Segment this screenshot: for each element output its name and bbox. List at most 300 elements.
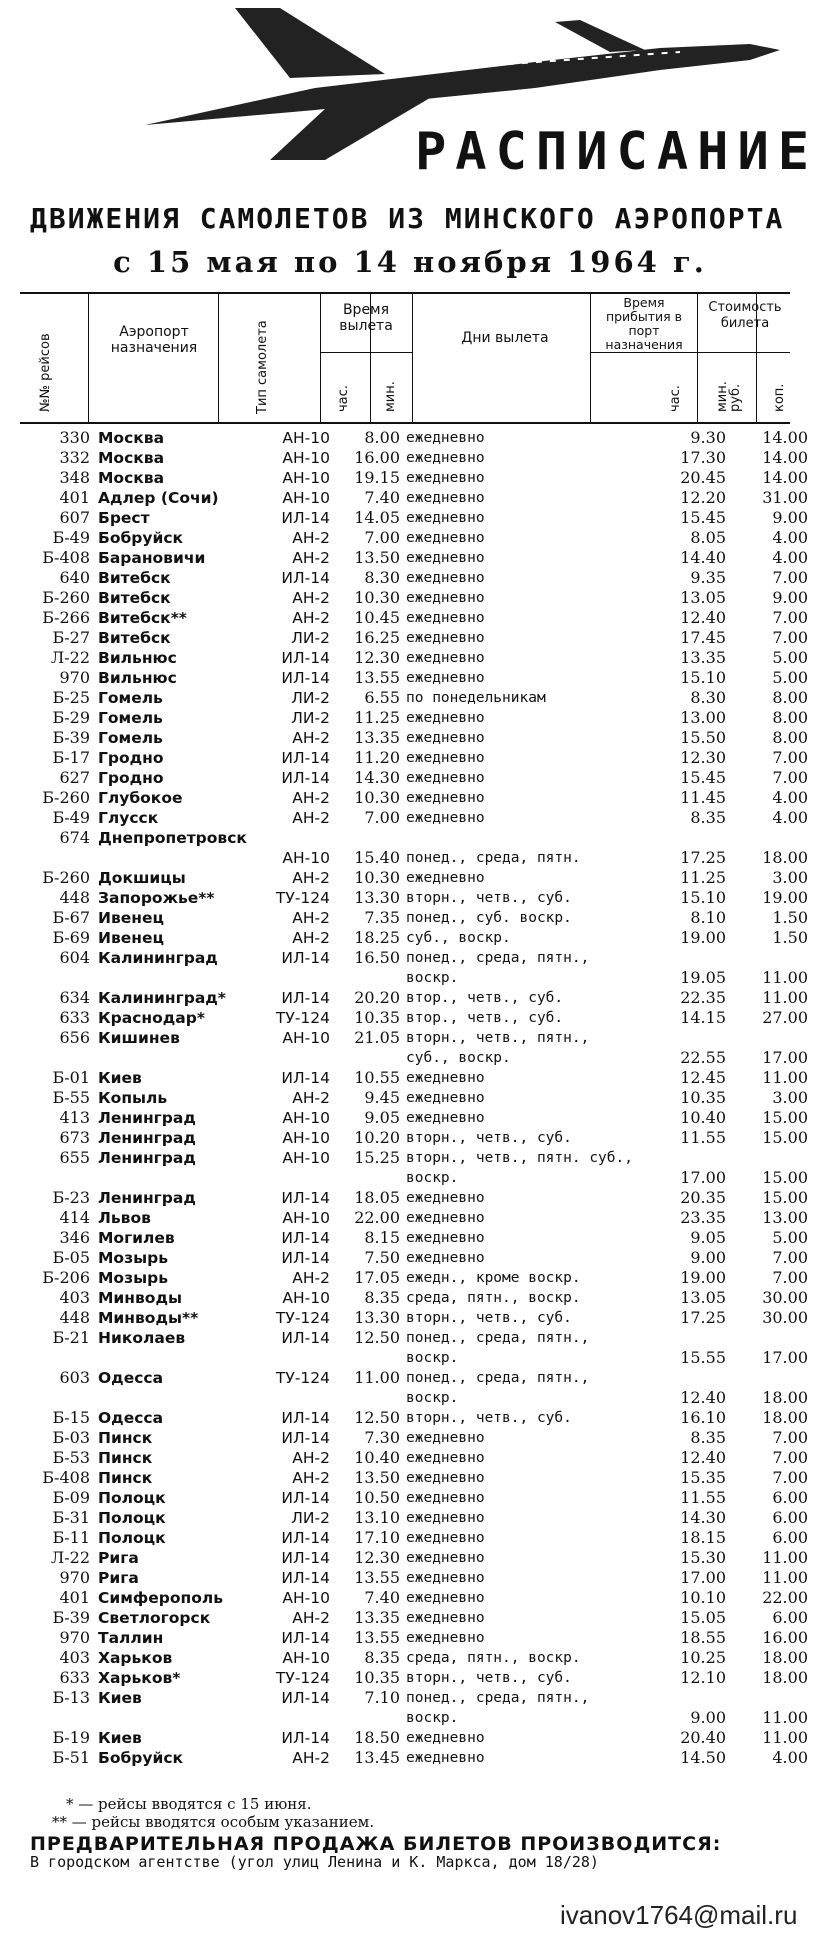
cell-dep: 7.50 [364,1248,400,1267]
table-row [20,1708,808,1728]
table-row [20,1108,808,1128]
cell-days: ежедневно [406,1230,485,1246]
cell-days: ежедневно [406,1250,485,1266]
table-row [20,1628,808,1648]
cell-arr: 17.00 [680,1168,726,1187]
table-row [20,1608,808,1628]
cell-price: 3.00 [772,1088,808,1107]
cell-days: ежедневно [406,630,485,646]
cell-city: Кишинев [98,1029,180,1047]
page-subtitle: ДВИЖЕНИЯ САМОЛЕТОВ ИЗ МИНСКОГО АЭРОПОРТА [30,202,785,235]
cell-no: Б-05 [52,1248,90,1267]
table-row [20,448,808,468]
cell-price: 6.00 [772,1488,808,1507]
table-row [20,1128,808,1148]
cell-type: АН-2 [292,549,330,567]
table-row [20,488,808,508]
cell-city: Гомель [98,709,163,727]
table-row [20,828,790,848]
cell-dep: 14.05 [354,508,400,527]
cell-city: Полоцк [98,1509,166,1527]
cell-price: 5.00 [772,1228,808,1247]
cell-type: ТУ-124 [275,1009,330,1027]
cell-dep: 11.20 [354,748,400,767]
cell-type: ИЛ-14 [281,649,330,667]
cell-price: 7.00 [772,1428,808,1447]
cell-no: Б-53 [52,1448,90,1467]
cell-arr: 20.40 [680,1728,726,1747]
cell-no: 627 [59,768,90,787]
header-destination: Аэропорт назначения [110,324,198,356]
table-row [20,1528,808,1548]
cell-arr: 16.10 [680,1408,726,1427]
cell-type: АН-10 [282,429,330,447]
cell-days: ежедневно [406,790,485,806]
cell-dep: 8.35 [364,1648,400,1667]
cell-type: ЛИ-2 [291,629,330,647]
cell-no: Б-266 [42,608,90,627]
cell-type: ИЛ-14 [281,1189,330,1207]
cell-arr: 12.40 [680,1448,726,1467]
cell-city: Светлогорск [98,1609,211,1627]
table-row [20,1408,808,1428]
cell-days: ежедневно [406,810,485,826]
cell-days: вторн., четв., суб. [406,890,572,906]
cell-city: Калининград [98,949,218,967]
cell-arr: 15.30 [680,1548,726,1567]
cell-arr: 10.10 [680,1588,726,1607]
cell-no: 673 [59,1128,90,1147]
table-row [20,1008,808,1028]
cell-type: ИЛ-14 [281,1529,330,1547]
cell-no: Б-206 [42,1268,90,1287]
cell-no: Б-260 [42,788,90,807]
cell-days: по понедельникам [406,690,546,706]
cell-arr: 14.30 [680,1508,726,1527]
table-row [20,768,808,788]
cell-price: 13.00 [762,1208,808,1227]
cell-price: 14.00 [762,468,808,487]
cell-price: 11.00 [762,1548,808,1567]
cell-city: Пинск [98,1429,153,1447]
cell-type: ИЛ-14 [281,1249,330,1267]
table-row [20,788,808,808]
table-row [20,1648,808,1668]
cell-price: 15.00 [762,1128,808,1147]
cell-type: АН-2 [292,589,330,607]
cell-arr: 13.05 [680,1288,726,1307]
cell-type: ИЛ-14 [281,1629,330,1647]
cell-type: ТУ-124 [275,1309,330,1327]
cell-dep: 11.25 [354,708,400,727]
cell-city: Ленинград [98,1149,196,1167]
table-row [20,1368,790,1388]
cell-days: ежедневно [406,1110,485,1126]
cell-city: Рига [98,1569,139,1587]
cell-dep: 9.45 [364,1088,400,1107]
cell-price: 3.00 [772,868,808,887]
cell-type: АН-2 [292,869,330,887]
cell-city: Минводы** [98,1309,199,1327]
cell-city: Москва [98,429,165,447]
cell-arr: 19.00 [680,1268,726,1287]
cell-city: Витебск** [98,609,187,627]
table-row [20,948,790,968]
cell-type: АН-2 [292,1089,330,1107]
cell-dep: 6.55 [364,688,400,707]
cell-price: 6.00 [772,1508,808,1527]
cell-days: понед., среда, пятн., [406,1690,590,1706]
cell-city: Гродно [98,769,164,787]
cell-arr: 20.45 [680,468,726,487]
cell-days: ежедневно [406,1630,485,1646]
validity-period: с 15 мая по 14 ноября 1964 г. [113,245,707,279]
cell-no: Б-01 [52,1068,90,1087]
cell-price: 11.00 [762,1068,808,1087]
cell-arr: 22.55 [680,1048,726,1067]
cell-arr: 12.20 [680,488,726,507]
cell-arr: 14.15 [680,1008,726,1027]
cell-city: Киев [98,1069,142,1087]
cell-dep: 13.55 [354,1628,400,1647]
cell-type: ЛИ-2 [291,1509,330,1527]
table-row [20,1548,808,1568]
cell-city: Минводы [98,1289,182,1307]
cell-price: 27.00 [762,1008,808,1027]
cell-dep: 13.35 [354,1608,400,1627]
cell-price: 30.00 [762,1308,808,1327]
cell-price: 19.00 [762,888,808,907]
cell-type: ТУ-124 [275,889,330,907]
column-divider [590,294,591,422]
cell-no: 330 [59,428,90,447]
cell-type: ИЛ-14 [281,749,330,767]
cell-type: ИЛ-14 [281,1409,330,1427]
table-row [20,728,808,748]
cell-no: 414 [59,1208,90,1227]
footnote-one-star: * — рейсы вводятся с 15 июня. [66,1795,312,1813]
cell-arr: 15.05 [680,1608,726,1627]
cell-city: Одесса [98,1409,164,1427]
cell-dep: 13.45 [354,1748,400,1767]
cell-no: 970 [59,1628,90,1647]
table-row [20,928,808,948]
cell-dep: 12.30 [354,648,400,667]
cell-days: втор., четв., суб. [406,1010,564,1026]
cell-city: Адлер (Сочи) [98,489,219,507]
cell-no: Б-29 [52,708,90,727]
cell-days: суб., воскр. [406,930,511,946]
table-row [20,1088,808,1108]
cell-dep: 7.10 [364,1688,400,1707]
cell-dep: 10.50 [354,1488,400,1507]
cell-days: ежедневно [406,1730,485,1746]
header-dep-hour: час. [336,385,351,412]
cell-arr: 17.45 [680,628,726,647]
table-row [20,1428,808,1448]
header-subdivider [320,352,412,353]
cell-city: Киев [98,1689,142,1707]
cell-city: Витебск [98,589,171,607]
cell-city: Вильнюс [98,649,177,667]
table-row [20,1168,808,1188]
cell-days: воскр. [406,1710,459,1726]
cell-price: 18.00 [762,1408,808,1427]
cell-dep: 11.00 [354,1368,400,1387]
footnote-two-star: ** — рейсы вводятся особым указанием. [52,1813,375,1831]
cell-type: ТУ-124 [275,1369,330,1387]
table-row [20,868,808,888]
cell-no: Б-67 [52,908,90,927]
cell-arr: 9.00 [690,1248,726,1267]
cell-type: АН-10 [282,1649,330,1667]
cell-arr: 17.30 [680,448,726,467]
cell-dep: 10.30 [354,868,400,887]
cell-no: 401 [59,1588,90,1607]
cell-days: ежедневно [406,1210,485,1226]
cell-dep: 22.00 [354,1208,400,1227]
cell-dep: 16.50 [354,948,400,967]
cell-price: 1.50 [772,928,808,947]
cell-city: Мозырь [98,1269,168,1287]
table-row [20,508,808,528]
cell-price: 4.00 [772,788,808,807]
cell-price: 11.00 [762,988,808,1007]
cell-price: 9.00 [772,508,808,527]
cell-price: 7.00 [772,1448,808,1467]
cell-price: 5.00 [772,668,808,687]
cell-type: АН-2 [292,929,330,947]
cell-days: ежедневно [406,1450,485,1466]
cell-no: 634 [59,988,90,1007]
cell-days: ежедневно [406,1550,485,1566]
cell-arr: 12.45 [680,1068,726,1087]
cell-city: Таллин [98,1629,164,1647]
cell-price: 11.00 [762,968,808,987]
cell-no: Б-408 [42,1468,90,1487]
cell-arr: 20.35 [680,1188,726,1207]
cell-dep: 18.25 [354,928,400,947]
cell-type: ИЛ-14 [281,1569,330,1587]
cell-no: Б-11 [52,1528,90,1547]
table-row [20,1488,808,1508]
cell-dep: 10.35 [354,1668,400,1687]
cell-city: Могилев [98,1229,175,1247]
cell-type: АН-10 [282,1029,330,1047]
cell-price: 15.00 [762,1108,808,1127]
table-row [20,1668,808,1688]
column-divider [412,294,413,422]
table-row [20,1468,808,1488]
cell-days: ежедневно [406,1590,485,1606]
cell-no: Б-15 [52,1408,90,1427]
table-row [20,1208,808,1228]
cell-price: 7.00 [772,748,808,767]
header-days: Дни вылета [461,330,549,346]
cell-city: Киев [98,1729,142,1747]
cell-no: 448 [59,1308,90,1327]
cell-days: ежедн., кроме воскр. [406,1270,581,1286]
cell-city: Барановичи [98,549,206,567]
cell-no: 970 [59,1568,90,1587]
cell-days: ежедневно [406,470,485,486]
cell-dep: 8.30 [364,568,400,587]
cell-arr: 15.45 [680,768,726,787]
cell-days: понед., среда, пятн., [406,950,590,966]
cell-arr: 18.15 [680,1528,726,1547]
cell-type: ИЛ-14 [281,1549,330,1567]
cell-type: ЛИ-2 [291,689,330,707]
cell-days: понед., среда, пятн., [406,1330,590,1346]
cell-type: АН-10 [282,849,330,867]
cell-arr: 14.40 [680,548,726,567]
cell-city: Ивенец [98,929,165,947]
cell-days: ежедневно [406,1090,485,1106]
table-row [20,1028,790,1048]
cell-type: ИЛ-14 [281,669,330,687]
cell-city: Москва [98,469,165,487]
cell-days: понед., среда, пятн. [406,850,581,866]
cell-type: ИЛ-14 [281,989,330,1007]
cell-city: Гомель [98,729,163,747]
cell-arr: 15.10 [680,668,726,687]
cell-type: ИЛ-14 [281,1329,330,1347]
cell-no: Б-55 [52,1088,90,1107]
header-arr-min: мин. [715,381,730,412]
cell-no: 401 [59,488,90,507]
cell-no: 332 [59,448,90,467]
cell-no: 633 [59,1008,90,1027]
cell-dep: 13.30 [354,888,400,907]
cell-city: Калининград* [98,989,226,1007]
cell-price: 1.50 [772,908,808,927]
cell-no: 346 [59,1228,90,1247]
cell-dep: 17.10 [354,1528,400,1547]
cell-days: ежедневно [406,490,485,506]
header-subdivider [590,352,790,353]
cell-city: Докшицы [98,869,186,887]
cell-no: Б-09 [52,1488,90,1507]
cell-type: АН-10 [282,469,330,487]
cell-arr: 15.50 [680,728,726,747]
cell-price: 14.00 [762,428,808,447]
column-divider [697,294,698,422]
cell-city: Львов [98,1209,151,1227]
header-price-rub: руб. [728,383,743,412]
cell-price: 9.00 [772,588,808,607]
cell-days: ежедневно [406,1610,485,1626]
cell-type: ИЛ-14 [281,1229,330,1247]
cell-no: Б-69 [52,928,90,947]
cell-dep: 10.20 [354,1128,400,1147]
cell-days: ежедневно [406,570,485,586]
table-row [20,748,808,768]
table-row [20,988,808,1008]
cell-city: Мозырь [98,1249,168,1267]
cell-city: Гродно [98,749,164,767]
cell-arr: 10.40 [680,1108,726,1127]
cell-city: Глубокое [98,789,183,807]
cell-type: АН-2 [292,729,330,747]
cell-days: понед., среда, пятн., [406,1370,590,1386]
cell-city: Одесса [98,1369,164,1387]
cell-no: Б-49 [52,528,90,547]
cell-price: 7.00 [772,1268,808,1287]
header-price: Стоимость билета [708,300,782,331]
cell-price: 4.00 [772,808,808,827]
header-arrival: Время прибытия в порт назначения [605,295,683,352]
cell-type: АН-10 [282,1129,330,1147]
cell-arr: 11.55 [680,1488,726,1507]
table-row [20,628,808,648]
cell-dep: 20.20 [354,988,400,1007]
cell-days: ежедневно [406,870,485,886]
table-row [20,1308,808,1328]
table-row [20,1448,808,1468]
cell-city: Полоцк [98,1489,166,1507]
cell-dep: 7.40 [364,488,400,507]
cell-type: АН-2 [292,1269,330,1287]
table-row [20,1568,808,1588]
cell-days: воскр. [406,1350,459,1366]
cell-days: ежедневно [406,1070,485,1086]
cell-price: 4.00 [772,1748,808,1767]
cell-days: вторн., четв., суб. [406,1670,572,1686]
cell-days: ежедневно [406,1490,485,1506]
cell-no: Б-39 [52,1608,90,1627]
cell-arr: 11.25 [680,868,726,887]
cell-dep: 18.05 [354,1188,400,1207]
table-row [20,1728,808,1748]
cell-type: АН-2 [292,609,330,627]
cell-city: Вильнюс [98,669,177,687]
cell-dep: 7.40 [364,1588,400,1607]
cell-city: Симферополь [98,1589,224,1607]
cell-city: Москва [98,449,165,467]
cell-price: 14.00 [762,448,808,467]
cell-price: 6.00 [772,1608,808,1627]
cell-days: ежедневно [406,710,485,726]
table-row [20,1068,808,1088]
cell-type: АН-10 [282,1209,330,1227]
cell-price: 11.00 [762,1728,808,1747]
schedule-rows [20,428,808,1768]
cell-type: АН-2 [292,1609,330,1627]
cell-days: вторн., четв., суб. [406,1410,572,1426]
cell-no: Б-13 [52,1688,90,1707]
cell-price: 22.00 [762,1588,808,1607]
cell-city: Копыль [98,1089,168,1107]
cell-no: 655 [59,1148,90,1167]
cell-dep: 10.35 [354,1008,400,1027]
cell-arr: 8.35 [690,1428,726,1447]
cell-arr: 10.35 [680,1088,726,1107]
cell-price: 18.00 [762,1648,808,1667]
cell-no: Б-39 [52,728,90,747]
cell-arr: 8.30 [690,688,726,707]
cell-price: 15.00 [762,1188,808,1207]
header-departure: Время вылета [339,302,393,334]
cell-price: 5.00 [772,648,808,667]
cell-dep: 16.25 [354,628,400,647]
table-row [20,468,808,488]
cell-arr: 17.00 [680,1568,726,1587]
cell-price: 31.00 [762,488,808,507]
cell-no: 633 [59,1668,90,1687]
cell-no: Б-31 [52,1508,90,1527]
cell-dep: 7.00 [364,808,400,827]
cell-type: АН-2 [292,809,330,827]
